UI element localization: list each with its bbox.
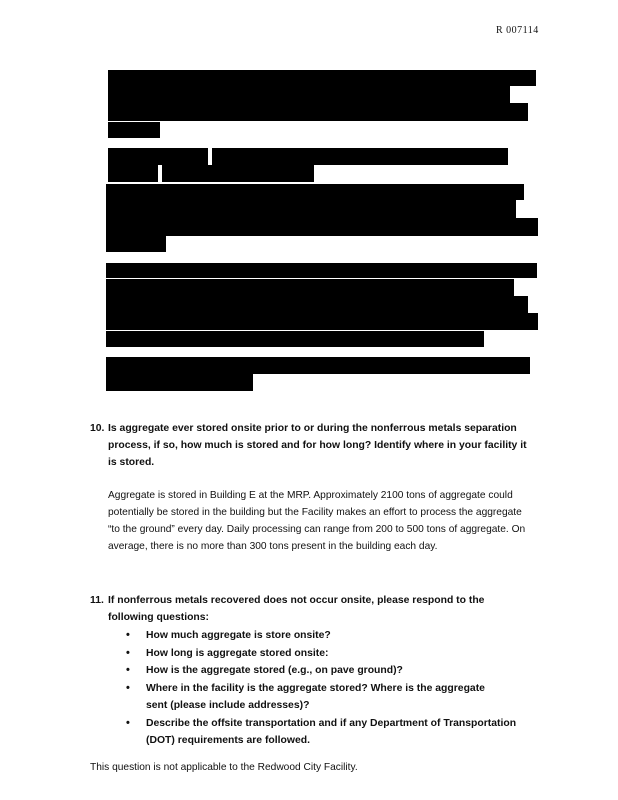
- bates-number: R 007114: [496, 25, 539, 36]
- redaction-bar: [106, 184, 524, 200]
- question-number: 10.: [90, 423, 105, 434]
- question-11: [90, 592, 510, 626]
- redaction-bar: [106, 296, 528, 313]
- bullet-icon: •: [126, 646, 130, 659]
- question-number: 11.: [90, 595, 104, 606]
- redaction-bar: [106, 200, 516, 218]
- list-item: [126, 645, 546, 663]
- redaction-bar: [106, 374, 253, 391]
- answer-11: This question is not applicable to the Redwood City Facility.: [90, 762, 358, 773]
- list-item: [126, 715, 546, 750]
- redaction-bar: [106, 218, 538, 236]
- list-item: [126, 662, 546, 680]
- redaction-bar: [162, 165, 314, 182]
- redaction-bar: [108, 165, 158, 182]
- redaction-bar: [108, 148, 208, 165]
- redaction-bar: [108, 103, 528, 121]
- list-item-text: How much aggregate is store onsite?: [146, 630, 331, 641]
- list-item-text: How long is aggregate stored onsite:: [146, 647, 329, 659]
- redaction-bar: [108, 70, 536, 86]
- list-item: [126, 680, 492, 715]
- question-11-bullets: [126, 627, 546, 750]
- list-item-text: Where in the facility is the aggregate stored? Where is the aggregate sent (please include addresses)?: [146, 682, 485, 711]
- redaction-bar: [106, 236, 166, 252]
- question-text: Is aggregate ever stored onsite prior to or during the nonferrous metals separation process, if so, how much is stored and for how long? Identify where in your facility it is stored.: [108, 423, 527, 468]
- list-item: [126, 627, 546, 645]
- redaction-bar: [212, 148, 508, 165]
- redaction-bar: [108, 86, 510, 103]
- redaction-bar: [106, 331, 484, 347]
- bullet-icon: •: [126, 664, 130, 676]
- question-text: If nonferrous metals recovered does not occur onsite, please respond to the following questions:: [108, 595, 485, 623]
- redaction-bar: [106, 263, 537, 278]
- redaction-bar: [106, 279, 514, 296]
- question-10: [90, 420, 530, 471]
- list-item-text: How is the aggregate stored (e.g., on pave ground)?: [146, 665, 403, 676]
- redaction-bar: [108, 122, 160, 138]
- bullet-icon: •: [126, 716, 130, 729]
- bullet-icon: •: [126, 629, 130, 641]
- answer-10: Aggregate is stored in Building E at the MRP. Approximately 2100 tons of aggregate could potentially be stored in the building but the Facility makes an effort to process the aggregate “to the ground” every day. Daily processing can range from 200 to 500 tons of aggregate. On average, there is no more than 300 tons present in the building each day.: [108, 490, 526, 552]
- redaction-bar: [106, 313, 538, 330]
- list-item-text: Describe the offsite transportation and if any Department of Transportation (DOT) requirements are followed.: [146, 717, 517, 746]
- bullet-icon: •: [126, 681, 130, 694]
- redaction-bar: [106, 357, 530, 374]
